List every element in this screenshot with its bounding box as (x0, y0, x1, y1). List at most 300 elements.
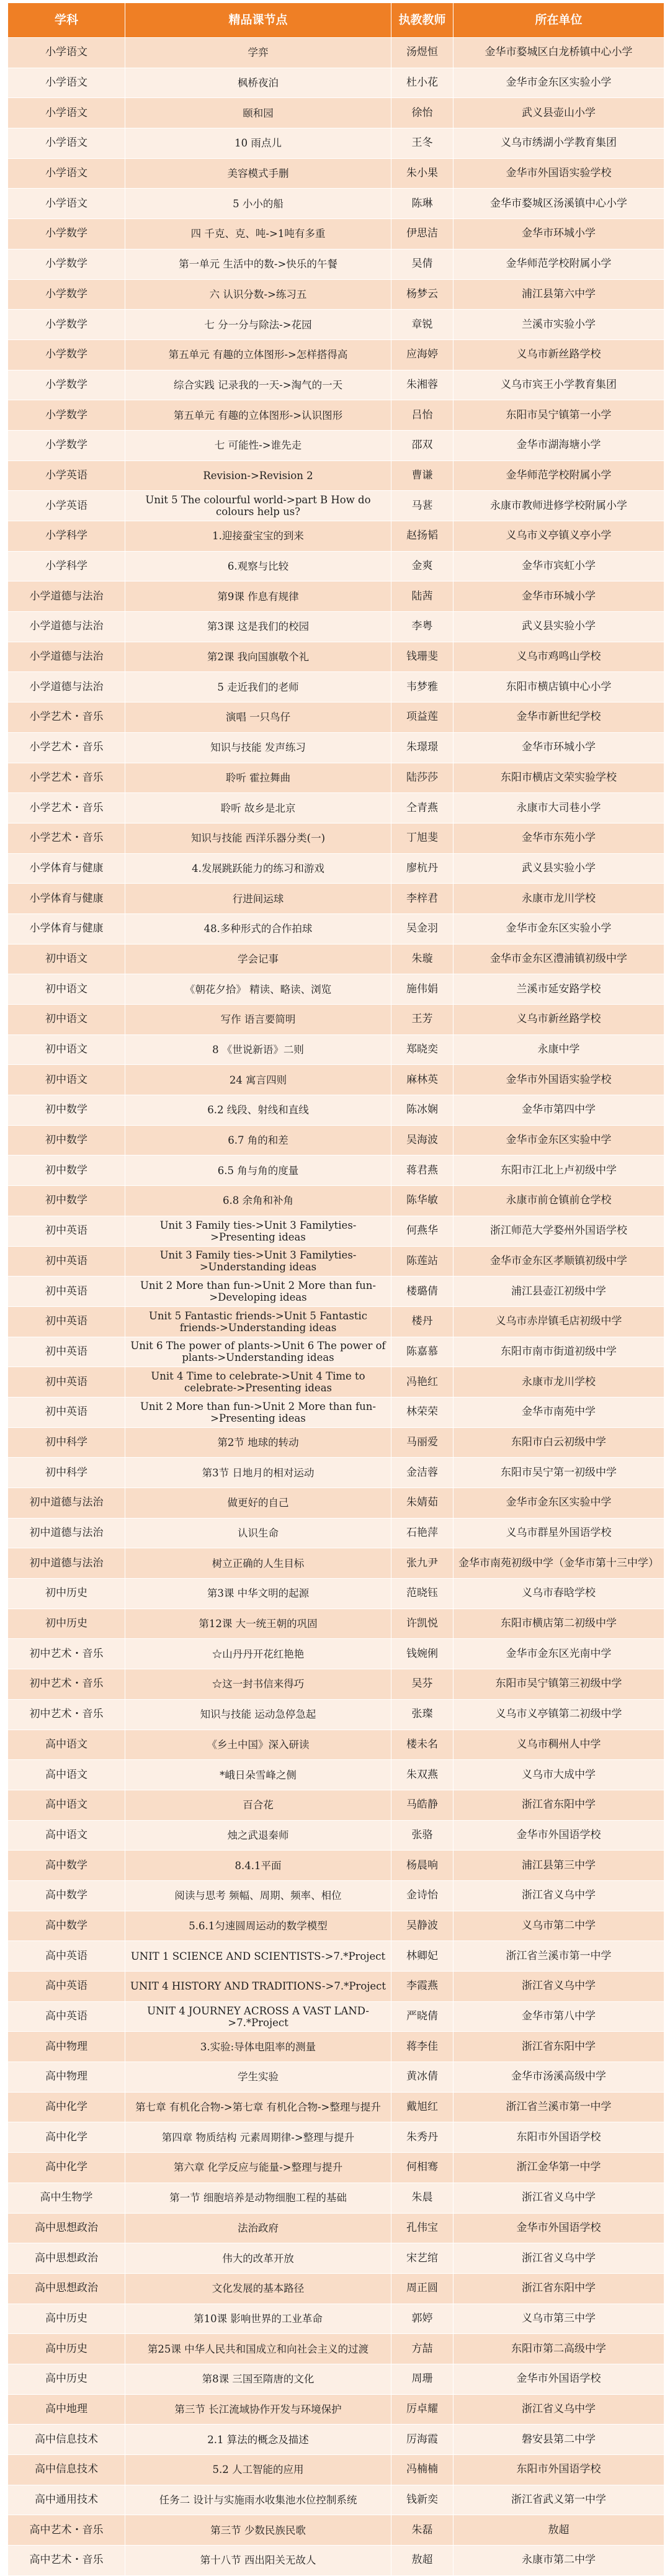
table-row (8, 1095, 664, 1126)
teacher-cell: 麻林英 (391, 1065, 453, 1095)
teacher-cell: 戴旭红 (391, 2092, 453, 2122)
subject-cell: 高中化学 (8, 2092, 125, 2122)
table-row (8, 1246, 664, 1277)
table-row (8, 853, 664, 884)
teacher-cell: 项益莲 (391, 702, 453, 733)
teacher-cell: 钱新奕 (391, 2485, 453, 2515)
subject-cell: 高中地理 (8, 2394, 125, 2425)
table-row (8, 1639, 664, 1669)
teacher-cell: 陆莎莎 (391, 763, 453, 793)
table-row (8, 2515, 664, 2546)
lesson-cell: Unit 4 Time to celebrate->Unit 4 Time to celebrate->Presenting ideas (125, 1367, 391, 1398)
teacher-cell: 朱璟璟 (391, 732, 453, 763)
teacher-cell: 蒋君燕 (391, 1156, 453, 1186)
subject-cell: 小学道德与法治 (8, 672, 125, 702)
teacher-cell: 陈琳 (391, 189, 453, 219)
unit-cell: 敖超 (453, 2515, 664, 2546)
subject-cell: 高中思想政治 (8, 2273, 125, 2304)
teacher-cell: 朱璇 (391, 944, 453, 974)
lesson-cell: 6.观察与比较 (125, 551, 391, 581)
unit-cell: 浙江省东阳中学 (453, 2273, 664, 2304)
lesson-cell: 6.2 线段、射线和直线 (125, 1095, 391, 1126)
subject-cell: 初中语文 (8, 1005, 125, 1035)
table-row (8, 2304, 664, 2334)
subject-cell: 小学数学 (8, 430, 125, 460)
lesson-cell: UNIT 4 HISTORY AND TRADITIONS->7.*Project (125, 1972, 391, 2002)
teacher-cell: 朱小果 (391, 158, 453, 189)
header-lesson: 精品课节点 (125, 3, 391, 38)
unit-cell: 金华师范学校附属小学 (453, 249, 664, 279)
teacher-cell: 周珊 (391, 2364, 453, 2394)
unit-cell: 武义县壶山小学 (453, 98, 664, 128)
table-row (8, 249, 664, 279)
teacher-cell: 厉海霞 (391, 2425, 453, 2455)
subject-cell: 小学数学 (8, 400, 125, 431)
lesson-cell: 烛之武退秦师 (125, 1820, 391, 1851)
table-row (8, 1367, 664, 1398)
subject-cell: 小学艺术・音乐 (8, 763, 125, 793)
table-row (8, 1609, 664, 1639)
unit-cell: 东阳市吴宁第一初级中学 (453, 1458, 664, 1488)
subject-cell: 小学语文 (8, 38, 125, 68)
subject-cell: 小学英语 (8, 460, 125, 491)
table-row (8, 219, 664, 249)
table-row (8, 672, 664, 702)
teacher-cell: 林荣荣 (391, 1397, 453, 1427)
subject-cell: 初中艺术・音乐 (8, 1669, 125, 1700)
teacher-cell: 赵扬韬 (391, 521, 453, 552)
unit-cell: 浦江县第三中学 (453, 1851, 664, 1881)
teacher-cell: 杨梦云 (391, 279, 453, 310)
table-row (8, 1548, 664, 1579)
lesson-cell: 10 雨点儿 (125, 128, 391, 159)
teacher-cell: 冯艳红 (391, 1367, 453, 1398)
lesson-cell: 写作 语言要简明 (125, 1005, 391, 1035)
unit-cell: 金华市金东区实验中学 (453, 1125, 664, 1156)
teacher-cell: 王冬 (391, 128, 453, 159)
unit-cell: 东阳市横店镇中心小学 (453, 672, 664, 702)
subject-cell: 初中历史 (8, 1579, 125, 1609)
lesson-cell: 知识与技能 西洋乐器分类(一) (125, 823, 391, 853)
subject-cell: 初中英语 (8, 1216, 125, 1246)
table-row (8, 1186, 664, 1216)
subject-cell: 高中数学 (8, 1911, 125, 1941)
lesson-cell: 第8课 三国至隋唐的文化 (125, 2364, 391, 2394)
teacher-cell: 林卿妃 (391, 1941, 453, 1972)
unit-cell: 金华市婺城区汤溪镇中心小学 (453, 189, 664, 219)
unit-cell: 浙江省义乌中学 (453, 1880, 664, 1911)
course-table (7, 2, 664, 2576)
table-row (8, 1760, 664, 1790)
subject-cell: 高中艺术・音乐 (8, 2546, 125, 2576)
unit-cell: 东阳市第二高级中学 (453, 2334, 664, 2364)
lesson-cell: Revision->Revision 2 (125, 460, 391, 491)
teacher-cell: 范晓钰 (391, 1579, 453, 1609)
unit-cell: 兰溪市实验小学 (453, 310, 664, 340)
subject-cell: 初中数学 (8, 1186, 125, 1216)
table-row (8, 974, 664, 1005)
subject-cell: 小学体育与健康 (8, 884, 125, 914)
table-row (8, 2273, 664, 2304)
unit-cell: 义乌市新丝路学校 (453, 339, 664, 370)
table-row (8, 2485, 664, 2515)
subject-cell: 高中英语 (8, 1972, 125, 2002)
unit-cell: 磐安县第二中学 (453, 2425, 664, 2455)
lesson-cell: 第十八节 西出阳关无故人 (125, 2546, 391, 2576)
lesson-cell: 法治政府 (125, 2213, 391, 2243)
teacher-cell: 韦梦雅 (391, 672, 453, 702)
subject-cell: 初中英语 (8, 1367, 125, 1398)
lesson-cell: 知识与技能 运动急停急起 (125, 1699, 391, 1730)
teacher-cell: 楼丹 (391, 1306, 453, 1337)
subject-cell: 高中物理 (8, 2032, 125, 2062)
subject-cell: 初中英语 (8, 1306, 125, 1337)
teacher-cell: 张骆 (391, 1820, 453, 1851)
subject-cell: 高中艺术・音乐 (8, 2515, 125, 2546)
lesson-cell: 5 小小的船 (125, 189, 391, 219)
table-row (8, 2243, 664, 2274)
table-row (8, 128, 664, 159)
subject-cell: 小学数学 (8, 310, 125, 340)
lesson-cell: 美容模式手删 (125, 158, 391, 189)
table-row (8, 38, 664, 68)
subject-cell: 初中语文 (8, 944, 125, 974)
table-row (8, 189, 664, 219)
unit-cell: 浙江省义乌中学 (453, 2243, 664, 2274)
table-row (8, 1458, 664, 1488)
teacher-cell: 邵双 (391, 430, 453, 460)
lesson-cell: Unit 5 The colourful world->part B How do colours help us? (125, 491, 391, 521)
subject-cell: 小学艺术・音乐 (8, 793, 125, 824)
teacher-cell: 陈嘉慕 (391, 1337, 453, 1367)
unit-cell: 永康市龙川学校 (453, 1367, 664, 1398)
unit-cell: 金华市金东区澧浦镇初级中学 (453, 944, 664, 974)
lesson-cell: 百合花 (125, 1790, 391, 1820)
teacher-cell: 吴静波 (391, 1911, 453, 1941)
table-row (8, 2394, 664, 2425)
lesson-cell: 七 可能性->谁先走 (125, 430, 391, 460)
teacher-cell: 何相骞 (391, 2153, 453, 2183)
table-row (8, 2032, 664, 2062)
subject-cell: 初中英语 (8, 1277, 125, 1307)
subject-cell: 小学语文 (8, 128, 125, 159)
subject-cell: 小学数学 (8, 339, 125, 370)
teacher-cell: 金爽 (391, 551, 453, 581)
table-row (8, 98, 664, 128)
lesson-cell: Unit 5 Fantastic friends->Unit 5 Fantastic friends->Understanding ideas (125, 1306, 391, 1337)
subject-cell: 小学道德与法治 (8, 612, 125, 642)
table-row (8, 1488, 664, 1519)
teacher-cell: 陆茜 (391, 581, 453, 612)
lesson-cell: 第9课 作息有规律 (125, 581, 391, 612)
teacher-cell: 厉卓耀 (391, 2394, 453, 2425)
lesson-cell: 四 千克、克、吨->1吨有多重 (125, 219, 391, 249)
subject-cell: 高中历史 (8, 2304, 125, 2334)
subject-cell: 初中英语 (8, 1397, 125, 1427)
table-row (8, 2364, 664, 2394)
table-body (8, 38, 664, 2576)
unit-cell: 浙江省东阳中学 (453, 2032, 664, 2062)
subject-cell: 高中历史 (8, 2334, 125, 2364)
subject-cell: 初中道德与法治 (8, 1488, 125, 1519)
lesson-cell: 第10课 影响世界的工业革命 (125, 2304, 391, 2334)
lesson-cell: 第一单元 生活中的数->快乐的午餐 (125, 249, 391, 279)
teacher-cell: 周正圆 (391, 2273, 453, 2304)
table-row (8, 732, 664, 763)
subject-cell: 小学体育与健康 (8, 913, 125, 944)
unit-cell: 永康市教师进修学校附属小学 (453, 491, 664, 521)
teacher-cell: 朱磊 (391, 2515, 453, 2546)
unit-cell: 金华市外国语学校 (453, 1820, 664, 1851)
teacher-cell: 金洁蓉 (391, 1458, 453, 1488)
table-row (8, 913, 664, 944)
teacher-cell: 钱婉俐 (391, 1639, 453, 1669)
unit-cell: 金华市金东区孝顺镇初级中学 (453, 1246, 664, 1277)
lesson-cell: Unit 6 The power of plants->Unit 6 The power of plants->Understanding ideas (125, 1337, 391, 1367)
table-row (8, 1699, 664, 1730)
teacher-cell: 吕怡 (391, 400, 453, 431)
unit-cell: 浙江省义乌中学 (453, 2183, 664, 2213)
unit-cell: 金华市汤溪高级中学 (453, 2062, 664, 2093)
table-row (8, 1156, 664, 1186)
header-teacher: 执教教师 (391, 3, 453, 38)
table-row (8, 823, 664, 853)
table-row (8, 2425, 664, 2455)
table-row (8, 1790, 664, 1820)
subject-cell: 初中语文 (8, 1034, 125, 1065)
subject-cell: 高中生物学 (8, 2183, 125, 2213)
unit-cell: 武义县实验小学 (453, 853, 664, 884)
unit-cell: 浦江县第六中学 (453, 279, 664, 310)
teacher-cell: 施伟娟 (391, 974, 453, 1005)
subject-cell: 高中数学 (8, 1851, 125, 1881)
lesson-cell: 2.1 算法的概念及描述 (125, 2425, 391, 2455)
table-row (8, 1306, 664, 1337)
subject-cell: 高中思想政治 (8, 2243, 125, 2274)
teacher-cell: 吴金羽 (391, 913, 453, 944)
lesson-cell: 聆听 霍拉舞曲 (125, 763, 391, 793)
subject-cell: 初中道德与法治 (8, 1548, 125, 1579)
lesson-cell: 4.发展跳跃能力的练习和游戏 (125, 853, 391, 884)
unit-cell: 义乌市群星外国语学校 (453, 1518, 664, 1548)
lesson-cell: 七 分一分与除法->花园 (125, 310, 391, 340)
subject-cell: 初中科学 (8, 1458, 125, 1488)
teacher-cell: 伊思洁 (391, 219, 453, 249)
table-row (8, 1216, 664, 1246)
unit-cell: 金华市外国语学校 (453, 2213, 664, 2243)
subject-cell: 高中历史 (8, 2364, 125, 2394)
table-row (8, 2092, 664, 2122)
subject-cell: 小学语文 (8, 189, 125, 219)
unit-cell: 金华市环城小学 (453, 732, 664, 763)
subject-cell: 小学语文 (8, 158, 125, 189)
lesson-cell: 树立正确的人生目标 (125, 1548, 391, 1579)
subject-cell: 高中英语 (8, 2001, 125, 2032)
table-row (8, 1911, 664, 1941)
teacher-cell: 马葚 (391, 491, 453, 521)
unit-cell: 义乌市新丝路学校 (453, 1005, 664, 1035)
unit-cell: 浙江省义乌中学 (453, 1972, 664, 2002)
teacher-cell: 李梓君 (391, 884, 453, 914)
table-row (8, 310, 664, 340)
table-row (8, 1005, 664, 1035)
teacher-cell: 应海婷 (391, 339, 453, 370)
subject-cell: 小学科学 (8, 521, 125, 552)
lesson-cell: 《朝花夕拾》 精读、略读、浏览 (125, 974, 391, 1005)
lesson-cell: Unit 3 Family ties->Unit 3 Familyties->Presenting ideas (125, 1216, 391, 1246)
table-row (8, 1277, 664, 1307)
teacher-cell: 许凯悦 (391, 1609, 453, 1639)
unit-cell: 永康中学 (453, 1034, 664, 1065)
subject-cell: 高中信息技术 (8, 2425, 125, 2455)
table-row (8, 2183, 664, 2213)
subject-cell: 小学数学 (8, 370, 125, 400)
table-row (8, 612, 664, 642)
lesson-cell: 第六章 化学反应与能量->整理与提升 (125, 2153, 391, 2183)
lesson-cell: 第25课 中华人民共和国成立和向社会主义的过渡 (125, 2334, 391, 2364)
subject-cell: 初中科学 (8, 1427, 125, 1458)
unit-cell: 浙江省东阳中学 (453, 1790, 664, 1820)
table-row (8, 2334, 664, 2364)
lesson-cell: 48.多种形式的合作拍球 (125, 913, 391, 944)
lesson-cell: 3.实验:导体电阻率的测量 (125, 2032, 391, 2062)
unit-cell: 浙江金华第一中学 (453, 2153, 664, 2183)
teacher-cell: 朱婧茹 (391, 1488, 453, 1519)
table-row (8, 793, 664, 824)
unit-cell: 义乌市绣湖小学教育集团 (453, 128, 664, 159)
lesson-cell: 《乡土中国》深入研读 (125, 1730, 391, 1760)
unit-cell: 浦江县壶江初级中学 (453, 1277, 664, 1307)
lesson-cell: 伟大的改革开放 (125, 2243, 391, 2274)
subject-cell: 小学数学 (8, 219, 125, 249)
teacher-cell: 杜小花 (391, 68, 453, 98)
teacher-cell: 黄冰倩 (391, 2062, 453, 2093)
subject-cell: 高中英语 (8, 1941, 125, 1972)
lesson-cell: 第2课 我向国旗敬个礼 (125, 642, 391, 672)
teacher-cell: 何燕华 (391, 1216, 453, 1246)
subject-cell: 初中英语 (8, 1337, 125, 1367)
table-row (8, 1518, 664, 1548)
unit-cell: 东阳市外国语学校 (453, 2455, 664, 2485)
table-row (8, 2001, 664, 2032)
unit-cell: 浙江省义乌中学 (453, 2394, 664, 2425)
teacher-cell: 陈冰娴 (391, 1095, 453, 1126)
table-row (8, 521, 664, 552)
unit-cell: 金华市南苑初级中学（金华市第十三中学） (453, 1548, 664, 1579)
teacher-cell: 李霞燕 (391, 1972, 453, 2002)
unit-cell: 金华市湖海塘小学 (453, 430, 664, 460)
table-row (8, 1730, 664, 1760)
table-row (8, 642, 664, 672)
unit-cell: 义乌市宾王小学教育集团 (453, 370, 664, 400)
subject-cell: 小学体育与健康 (8, 853, 125, 884)
header-subject: 学科 (8, 3, 125, 38)
lesson-cell: ☆山丹丹开花红艳艳 (125, 1639, 391, 1669)
teacher-cell: 朱双燕 (391, 1760, 453, 1790)
table-row (8, 68, 664, 98)
unit-cell: 东阳市江北上卢初级中学 (453, 1156, 664, 1186)
table-row (8, 339, 664, 370)
subject-cell: 初中历史 (8, 1609, 125, 1639)
table-row (8, 1820, 664, 1851)
table-row (8, 581, 664, 612)
teacher-cell: 吴倩 (391, 249, 453, 279)
teacher-cell: 张璨 (391, 1699, 453, 1730)
lesson-cell: 聆听 故乡是北京 (125, 793, 391, 824)
unit-cell: 浙江师范大学婺州外国语学校 (453, 1216, 664, 1246)
subject-cell: 高中语文 (8, 1760, 125, 1790)
subject-cell: 小学道德与法治 (8, 642, 125, 672)
subject-cell: 高中数学 (8, 1880, 125, 1911)
table-row (8, 702, 664, 733)
teacher-cell: 楼未名 (391, 1730, 453, 1760)
lesson-cell: 第一节 细胞培养是动物细胞工程的基础 (125, 2183, 391, 2213)
teacher-cell: 杨晨响 (391, 1851, 453, 1881)
teacher-cell: 蒋李佳 (391, 2032, 453, 2062)
subject-cell: 初中数学 (8, 1125, 125, 1156)
subject-cell: 初中道德与法治 (8, 1518, 125, 1548)
unit-cell: 金华市金东区实验小学 (453, 68, 664, 98)
teacher-cell: 陈莲站 (391, 1246, 453, 1277)
unit-cell: 金华市环城小学 (453, 581, 664, 612)
lesson-cell: 六 认识分数->练习五 (125, 279, 391, 310)
lesson-cell: 5.6.1匀速圆周运动的数学模型 (125, 1911, 391, 1941)
unit-cell: 义乌市义亭镇义亭小学 (453, 521, 664, 552)
lesson-cell: 1.迎接蚕宝宝的到来 (125, 521, 391, 552)
subject-cell: 高中信息技术 (8, 2455, 125, 2485)
table-row (8, 1337, 664, 1367)
unit-cell: 义乌市第三中学 (453, 2304, 664, 2334)
unit-cell: 金华市外国语实验学校 (453, 158, 664, 189)
unit-cell: 永康市大司巷小学 (453, 793, 664, 824)
unit-cell: 金华市第四中学 (453, 1095, 664, 1126)
subject-cell: 小学数学 (8, 249, 125, 279)
table-row (8, 2455, 664, 2485)
lesson-cell: 第五单元 有趣的立体图形->怎样搭得高 (125, 339, 391, 370)
lesson-cell: 综合实践 记录我的一天->淘气的一天 (125, 370, 391, 400)
lesson-cell: 学生实验 (125, 2062, 391, 2093)
subject-cell: 小学艺术・音乐 (8, 702, 125, 733)
header-unit: 所在单位 (453, 3, 664, 38)
unit-cell: 东阳市吴宁镇第三初级中学 (453, 1669, 664, 1700)
unit-cell: 义乌市第二中学 (453, 1911, 664, 1941)
unit-cell: 金华市金东区实验小学 (453, 913, 664, 944)
subject-cell: 初中数学 (8, 1095, 125, 1126)
lesson-cell: 第五单元 有趣的立体图形->认识图形 (125, 400, 391, 431)
lesson-cell: 第3课 中华文明的起源 (125, 1579, 391, 1609)
lesson-cell: UNIT 1 SCIENCE AND SCIENTISTS->7.*Project (125, 1941, 391, 1972)
lesson-cell: 6.5 角与角的度量 (125, 1156, 391, 1186)
table-row (8, 1125, 664, 1156)
table-row (8, 763, 664, 793)
table-row (8, 1034, 664, 1065)
subject-cell: 小学道德与法治 (8, 581, 125, 612)
lesson-cell: Unit 2 More than fun->Unit 2 More than fun->Developing ideas (125, 1277, 391, 1307)
lesson-cell: 认识生命 (125, 1518, 391, 1548)
unit-cell: 浙江省武义第一中学 (453, 2485, 664, 2515)
table-row (8, 460, 664, 491)
lesson-cell: 知识与技能 发声练习 (125, 732, 391, 763)
lesson-cell: 第2节 地球的转动 (125, 1427, 391, 1458)
lesson-cell: 行进间运球 (125, 884, 391, 914)
lesson-cell: 做更好的自己 (125, 1488, 391, 1519)
teacher-cell: 郭婷 (391, 2304, 453, 2334)
subject-cell: 初中艺术・音乐 (8, 1639, 125, 1669)
subject-cell: 高中语文 (8, 1820, 125, 1851)
lesson-cell: 5 走近我们的老师 (125, 672, 391, 702)
lesson-cell: 第七章 有机化合物->第七章 有机化合物->整理与提升 (125, 2092, 391, 2122)
lesson-cell: 演唱 一只鸟仔 (125, 702, 391, 733)
